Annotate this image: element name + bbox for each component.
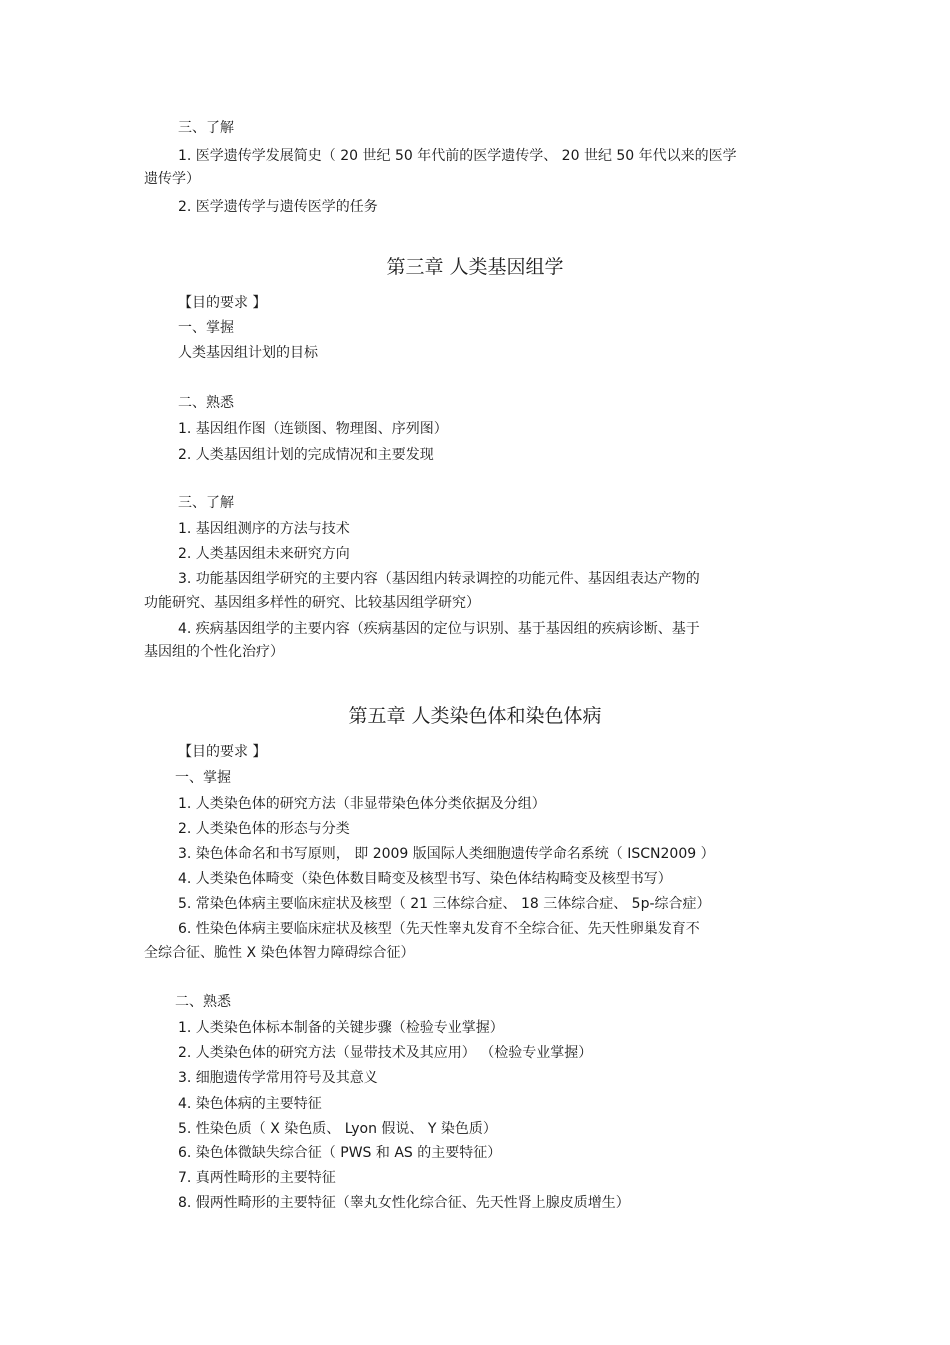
list-item: 2. 医学遗传学与遗传医学的任务 (178, 199, 378, 215)
list-item: 5. 常染色体病主要临床症状及核型（ 21 三体综合症、 18 三体综合症、 5p-综合症） (178, 896, 711, 912)
list-item: 1. 基因组作图（连锁图、物理图、序列图） (178, 421, 448, 437)
list-item: 4. 人类染色体畸变（染色体数目畸变及核型书写、染色体结构畸变及核型书写） (178, 871, 672, 887)
list-item: 4. 疾病基因组学的主要内容（疾病基因的定位与识别、基于基因组的疾病诊断、基于 (178, 621, 700, 637)
list-item: 8. 假两性畸形的主要特征（睾丸女性化综合征、先天性肾上腺皮质增生） (178, 1195, 630, 1211)
list-item: 2. 人类染色体的研究方法（显带技术及其应用） （检验专业掌握） (178, 1045, 593, 1061)
list-item: 1. 人类染色体的研究方法（非显带染色体分类依据及分组） (178, 796, 546, 812)
list-item: 4. 染色体病的主要特征 (178, 1096, 322, 1112)
requirements-label: 【目的要求 】 (178, 744, 267, 760)
section-heading-understand: 三、了解 (178, 495, 234, 511)
chapter-title: 第三章 人类基因组学 (386, 256, 564, 278)
list-item: 人类基因组计划的目标 (178, 345, 318, 361)
chapter-title: 第五章 人类染色体和染色体病 (348, 705, 602, 727)
list-item: 7. 真两性畸形的主要特征 (178, 1170, 336, 1186)
list-item: 1. 基因组测序的方法与技术 (178, 521, 350, 537)
list-item: 1. 人类染色体标本制备的关键步骤（检验专业掌握） (178, 1020, 504, 1036)
list-item-continuation: 全综合征、脆性 X 染色体智力障碍综合征） (144, 945, 415, 961)
list-item: 3. 细胞遗传学常用符号及其意义 (178, 1070, 378, 1086)
requirements-label: 【目的要求 】 (178, 295, 267, 311)
section-heading-master: 一、掌握 (178, 320, 234, 336)
section-heading-familiar: 二、熟悉 (178, 395, 234, 411)
list-item-continuation: 遗传学） (144, 171, 200, 187)
list-item: 2. 人类染色体的形态与分类 (178, 821, 350, 837)
list-item: 2. 人类基因组计划的完成情况和主要发现 (178, 447, 434, 463)
list-item: 6. 性染色体病主要临床症状及核型（先天性睾丸发育不全综合征、先天性卵巢发育不 (178, 921, 700, 937)
section-heading-understand: 三、了解 (178, 120, 234, 136)
list-item-continuation: 基因组的个性化治疗） (144, 644, 284, 660)
list-item: 6. 染色体微缺失综合征（ PWS 和 AS 的主要特征） (178, 1145, 502, 1161)
section-heading-familiar: 二、熟悉 (175, 994, 231, 1010)
list-item-continuation: 功能研究、基因组多样性的研究、比较基因组学研究） (144, 595, 480, 611)
list-item: 3. 染色体命名和书写原则， 即 2009 版国际人类细胞遗传学命名系统（ ISCN2009 ） (178, 846, 715, 862)
list-item: 5. 性染色质（ X 染色质、 Lyon 假说、 Y 染色质） (178, 1121, 497, 1137)
list-item: 3. 功能基因组学研究的主要内容（基因组内转录调控的功能元件、基因组表达产物的 (178, 571, 700, 587)
list-item: 2. 人类基因组未来研究方向 (178, 546, 350, 562)
section-heading-master: 一、掌握 (175, 770, 231, 786)
list-item: 1. 医学遗传学发展简史（ 20 世纪 50 年代前的医学遗传学、 20 世纪 50 年代以来的医学 (178, 148, 737, 164)
